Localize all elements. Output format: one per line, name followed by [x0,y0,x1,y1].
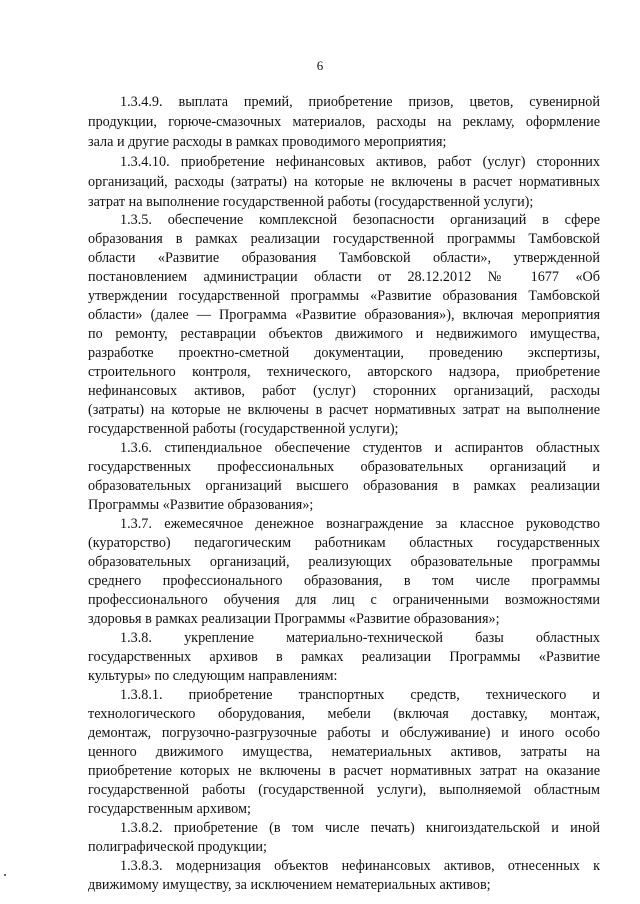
text-line: утверждении государственной программы «Развитие образования Тамбовской [88,288,600,304]
text-line: государственной работы (государственной услуги), выполняемой областным [88,782,600,798]
text-line: области «Развитие образования Тамбовской области», утвержденной [88,250,600,266]
text-line: демонтаж, погрузочно-разгрузочные работы и обслуживание) и иного особо [88,725,600,741]
text-line: 1.3.4.9. выплата премий, приобретение призов, цветов, сувенирной [120,94,600,110]
text-line: (кураторство) педагогическим работникам областных государственных [88,535,600,551]
text-line: полиграфической продукции; [88,839,267,855]
text-line: технологического оборудования, мебели (включая доставку, монтаж, [88,706,600,722]
text-line: 1.3.7. ежемесячное денежное вознаграждение за классное руководство [120,516,600,532]
text-line: затрат на выполнение государственной работы (государственной услуги); [88,194,534,210]
text-line: 1.3.8.3. модернизация объектов нефинансовых активов, отнесенных к [120,858,600,874]
text-line: образования в рамках реализации государственной программы Тамбовской [88,231,600,247]
text-line: 1.3.6. стипендиальное обеспечение студентов и аспирантов областных [120,440,600,456]
text-line: государственным архивом; [88,801,251,817]
text-line: разработке проектно-сметной документации, проведению экспертизы, [88,345,600,361]
text-line: движимому имуществу, за исключением нематериальных активов; [88,877,491,893]
text-line: образовательных организаций высшего образования в рамках реализации [88,478,600,494]
text-line: ценного движимого имущества, нематериальных активов, затраты на [88,744,600,760]
text-line: продукции, горюче-смазочных материалов, расходы на рекламу, оформление [88,114,600,130]
text-line: постановлением администрации области от 28.12.2012 № 1677 «Об [88,269,600,285]
text-line: здоровья в рамках реализации Программы «Развитие образования»; [88,611,500,627]
text-line: Программы «Развитие образования»; [88,497,314,513]
text-line: нефинансовых активов, работ (услуг) сторонних организаций, расходы [88,383,600,399]
text-line: организаций, расходы (затраты) на которые не включены в расчет нормативных [88,174,600,190]
text-line: 1.3.8.2. приобретение (в том числе печать) книгоиздательской и иной [120,820,600,836]
text-line: среднего профессионального образования, в том числе программы [88,573,600,589]
text-line: 1.3.8.1. приобретение транспортных средств, технического и [120,687,600,703]
text-line: государственных профессиональных образовательных организаций и [88,459,600,475]
text-line: (затраты) на которые не включены в расчет нормативных затрат на выполнение [88,402,600,418]
text-line: культуры» по следующим направлениям: [88,668,338,684]
text-line: по ремонту, реставрации объектов движимого и недвижимого имущества, [88,326,600,342]
text-line: зала и другие расходы в рамках проводимого мероприятия; [88,134,447,150]
text-line: 1.3.8. укрепление материально-технической базы областных [120,630,600,646]
text-line: государственных архивов в рамках реализации Программы «Развитие [88,649,600,665]
text-line: области» (далее — Программа «Развитие образования»), включая мероприятия [88,307,600,323]
text-line: строительного контроля, технического, авторского надзора, приобретение [88,364,600,380]
page-number: 6 [316,58,324,73]
scan-speck [4,874,6,876]
text-line: государственной работы (государственной услуги); [88,421,399,437]
text-line: 1.3.4.10. приобретение нефинансовых активов, работ (услуг) сторонних [120,154,600,170]
text-line: профессионального обучения для лиц с ограниченными возможностями [88,592,600,608]
text-line: 1.3.5. обеспечение комплексной безопасности организаций в сфере [120,212,600,228]
text-line: приобретение которых не включены в расчет нормативных затрат на оказание [88,763,600,779]
text-line: образовательных организаций, реализующих образовательные программы [88,554,600,570]
